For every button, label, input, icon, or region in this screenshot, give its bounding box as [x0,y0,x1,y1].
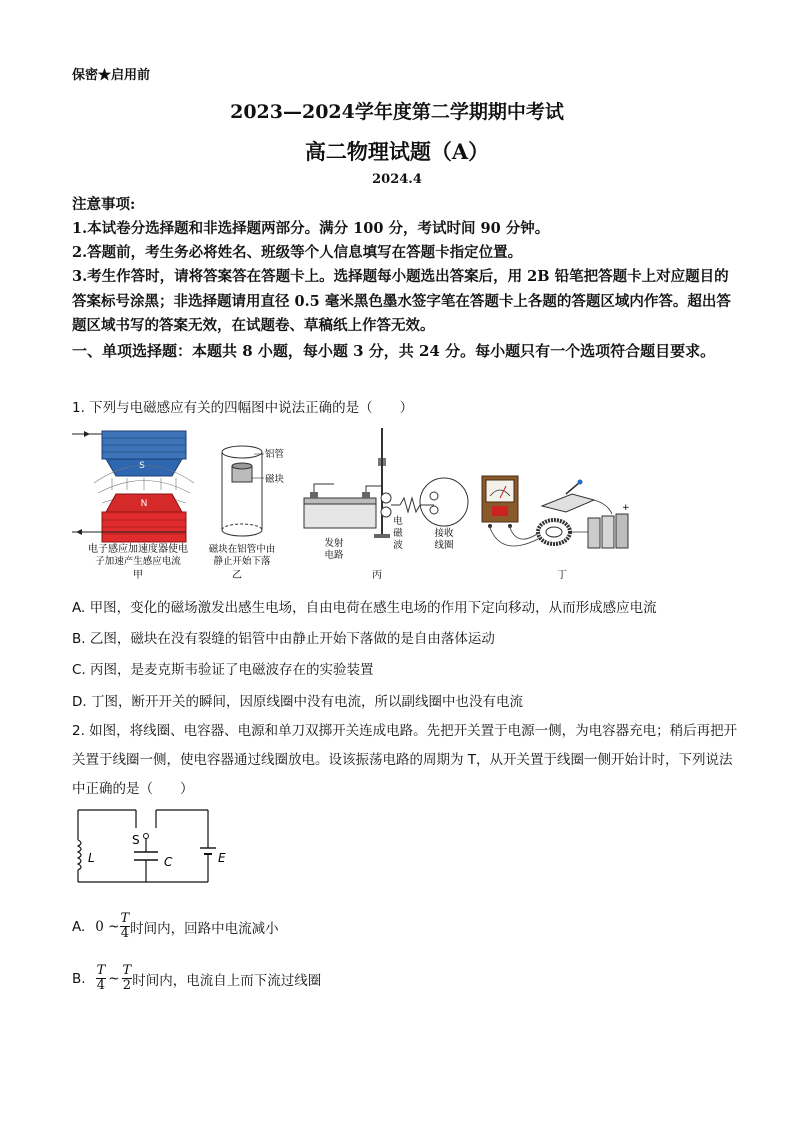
fraction-numerator: T [122,963,132,978]
notice-item-3: 3.考生作答时，请将答案答在答题卡上。选择题每小题选出答案后，用 2B 铅笔把答题卡上对应题目的答案标号涂黑；非选择题请用直径 0.5 毫米黑色墨水签字笔在答题卡上各题的答题区域内作答。超出答题区域书写的答案无效，在试题卷、草稿纸上作答无效。 [72,268,731,334]
jia-caption-2: 子加速产生感应电流 [95,556,181,567]
q2-circuit [72,804,242,894]
magnet-tag: 磁块 [265,474,285,485]
q1-figure [72,428,632,588]
fraction-denominator: 4 [96,978,106,993]
confidential-mark: 保密★启用前 [72,68,151,83]
svg-text:+: + [622,503,630,513]
transmit-tag-2: 电路 [324,550,344,561]
q2-option-b-sep: ~ [108,970,120,987]
yi-caption-1: 磁块在铝管中由 [208,544,276,555]
pole-s-label: S [139,461,145,471]
q2-option-b-fraction-1 [96,964,107,993]
figure-yi [209,446,285,581]
q1-option-d: D. 丁图，断开开关的瞬间，因原线圈中没有电流，所以副线圈中也没有电流 [72,694,523,710]
fraction-numerator: T [120,911,130,926]
notice-item-1: 1.本试卷分选择题和非选择题两部分。满分 100 分，考试时间 90 分钟。 [72,220,550,237]
q2-option-b-letter: B. [72,970,86,987]
exam-title: 2023—2024学年度第二学期期中考试 [230,101,564,123]
switch-label: S [132,833,140,847]
q1-option-b: B. 乙图，磁块在没有裂缝的铝管中由静止开始下落做的是自由落体运动 [72,631,495,647]
q2-option-a-text: 时间内，回路中电流减小 [130,920,279,937]
yi-caption-2: 静止开始下落 [213,556,271,567]
capacitor-label: C [164,855,173,869]
notice-heading: 注意事项: [72,196,136,213]
section-heading: 一、单项选择题：本题共 8 小题，每小题 3 分，共 24 分。每小题只有一个选项符合题目要求。 [72,341,716,360]
q2-option-a-lower: 0 ~ [95,918,120,935]
inductor-label: L [88,851,95,865]
tube-tag: 铝管 [265,449,285,460]
notice-block [72,193,732,364]
wave-tag-1: 电 [393,516,403,527]
q2-option-b-fraction-2 [122,964,133,993]
pole-n-label: N [140,499,148,509]
question-2-stem: 2. 如图，将线圈、电容器、电源和单刀双掷开关连成电路。先把开关置于电源一侧，为电容器充电；稍后再把开关置于线圈一侧，使电容器通过线圈放电。设该振荡电路的周期为 T，从开关置于线圈一侧开始计时，下列说法中正确的是（ ） [72,723,738,797]
receive-tag-2: 线圈 [434,540,454,551]
exam-subtitle: 高二物理试题（A） [304,139,490,164]
bing-label: 丙 [372,570,382,581]
figure-jia [72,431,194,581]
transmit-tag-1: 发射 [324,538,344,549]
battery-label: E [218,851,226,865]
q2-option-b [72,964,742,993]
q2-option-a-fraction [120,912,131,941]
q2-option-a [72,912,742,941]
wave-tag-2: 磁 [393,528,403,539]
q2-option-a-letter: A. [72,918,86,935]
jia-label: 甲 [133,570,143,581]
wave-tag-3: 波 [393,540,403,551]
q1-option-c: C. 丙图，是麦克斯韦验证了电磁波存在的实验装置 [72,662,374,678]
q2-option-b-text: 时间内，电流自上而下流过线圈 [132,972,322,989]
exam-date: 2024.4 [372,172,422,187]
figure-bing [304,428,468,581]
question-1-stem: 1. 下列与电磁感应有关的四幅图中说法正确的是（ ） [72,400,414,416]
ding-label: 丁 [557,570,567,581]
yi-label: 乙 [232,570,242,581]
q1-option-a: A. 甲图，变化的磁场激发出感生电场，自由电荷在感生电场的作用下定向移动，从而形成感应电流 [72,600,657,616]
fraction-numerator: T [96,963,106,978]
notice-item-2: 2.答题前，考生务必将姓名、班级等个人信息填写在答题卡指定位置。 [72,244,523,261]
fraction-denominator: 4 [120,926,129,941]
jia-caption-1: 电子感应加速度器使电 [88,544,188,555]
fraction-denominator: 2 [122,978,132,993]
receive-tag-1: 接收 [434,528,454,539]
figure-ding [482,476,630,581]
